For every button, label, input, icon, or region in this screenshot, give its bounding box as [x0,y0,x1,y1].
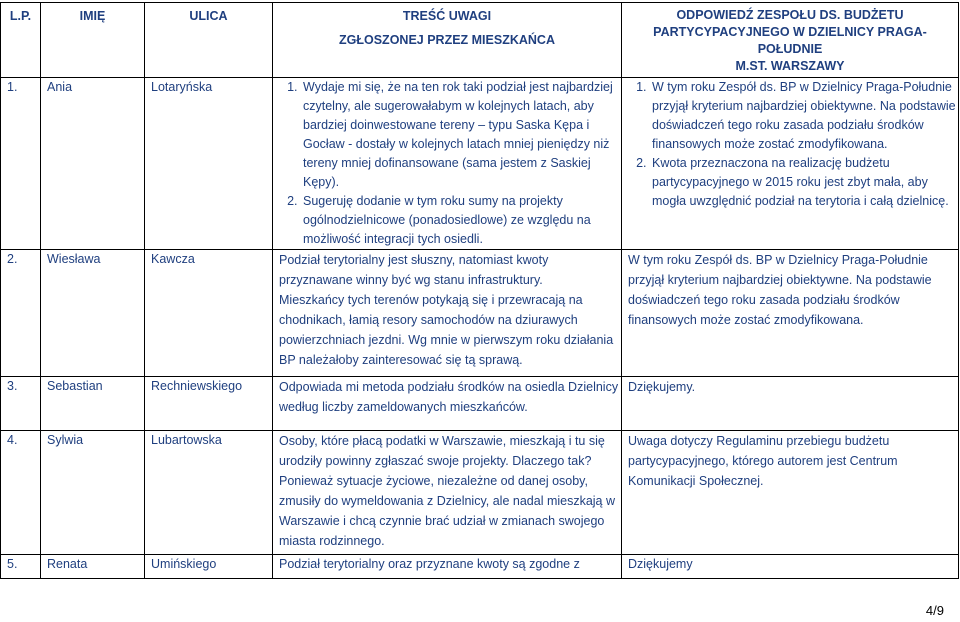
uwaga-paragraph: Mieszkańcy tych terenów potykają się i przewracają na chodnikach, łamią resory samochodów na dziurawych powierzchniach jezdni. Wg mnie w pierwszym roku działania BP należałoby zainteresować się tą sprawą. [279,293,614,367]
table-row [1,377,959,431]
row-odpowiedz [622,78,959,250]
row-uwaga [273,250,622,377]
table-row [1,250,959,377]
row-lp: 4. [1,431,41,555]
uwaga-item: 2. Sugeruję dodanie w tym roku sumy na projekty ogólnodzielnicowe (ponadosiedlowe) ze względu na możliwość integracji tych osiedli. [301,192,621,249]
header-odpowiedz-line2: PARTYCYPACYJNEGO W DZIELNICY PRAGA-POŁUDNIE [653,25,927,56]
uwaga-paragraph: Podział terytorialny jest słuszny, natomiast kwoty przyznawane winny być wg stanu infrastruktury. [279,253,549,287]
header-odpowiedz-line1: ODPOWIEDŹ ZESPOŁU DS. BUDŻETU [676,8,904,22]
row-uwaga [273,78,622,250]
row-odpowiedz: Dziękujemy [622,555,959,579]
table-row [1,78,959,250]
row-ulica: Kawcza [145,250,273,377]
row-ulica: Rechniewskiego [145,377,273,431]
row-lp: 3. [1,377,41,431]
header-tresc-line1: TREŚĆ UWAGI [402,9,492,23]
header-ulica: ULICA [145,3,273,78]
row-odpowiedz [622,377,959,431]
row-lp: 2. [1,250,41,377]
uwaga-paragraph: Osoby, które płacą podatki w Warszawie, mieszkają i tu się urodziły powinny zgłaszać swoje projekty. Dlaczego tak? Ponieważ sytuacje życiowe, niezależne od danej osoby, zmusiły do wymeldowania z Dzielnicy, ale nadal mieszkają w Warszawie i chcą czynnie brać udział w zmianach swojego miasta rodzinnego. [279,434,616,548]
row-imie: Sebastian [41,377,145,431]
row-uwaga: Podział terytorialny oraz przyznane kwoty są zgodne z [273,555,622,579]
row-imie: Ania [41,78,145,250]
row-uwaga [273,431,622,555]
odpowiedz-item: 1. W tym roku Zespół ds. BP w Dzielnicy Praga-Południe przyjął kryterium najbardziej obiektywne. Na podstawie doświadczeń tego roku zasada podziału środków finansowych może zostać zmodyfikowana. [650,78,958,154]
row-ulica: Lotaryńska [145,78,273,250]
table-row [1,431,959,555]
header-odpowiedz-line3: M.ST. WARSZAWY [735,59,845,73]
row-odpowiedz [622,250,959,377]
header-lp: L.P. [1,3,41,78]
header-tresc-line2: ZGŁOSZONEJ PRZEZ MIESZKAŃCA [339,33,555,47]
odpowiedz-paragraph: Uwaga dotyczy Regulaminu przebiegu budżetu partycypacyjnego, którego autorem jest Centrum Komunikacji Społecznej. [628,434,898,488]
row-odpowiedz [622,431,959,555]
row-ulica: Lubartowska [145,431,273,555]
table-row [1,555,959,579]
odpowiedz-item: 2. Kwota przeznaczona na realizację budżetu partycypacyjnego w 2015 roku jest zbyt mała, aby mogła uwzględnić podział na terytoria i całą dzielnicę. [650,154,958,211]
page-number: 4/9 [925,603,944,618]
row-lp: 1. [1,78,41,250]
header-odpowiedz [622,3,959,78]
uwaga-item: 1. Wydaje mi się, że na ten rok taki podział jest najbardziej czytelny, ale sugerowałabym w kolejnych latach, aby bardziej doinwestowane tereny – typu Saska Kępa i Gocław - dostały w kolejnych latach mniej pieniędzy niż tereny mniej dofinansowane (sama jestem z Saskiej Kępy). [301,78,621,192]
uwaga-paragraph: Odpowiada mi metoda podziału środków na osiedla Dzielnicy według liczby zameldowanych mieszkańców. [279,380,619,414]
odpowiedz-paragraph: Dziękujemy. [628,380,696,394]
row-imie: Renata [41,555,145,579]
odpowiedz-paragraph: W tym roku Zespół ds. BP w Dzielnicy Praga-Południe przyjął kryterium najbardziej obiektywne. Na podstawie doświadczeń tego roku zasada podziału środków finansowych może zostać zmodyfikowana. [628,253,932,327]
header-tresc [273,3,622,78]
row-imie: Sylwia [41,431,145,555]
uwaga-list [279,78,621,249]
header-row [1,3,959,78]
row-uwaga [273,377,622,431]
header-imie: IMIĘ [41,3,145,78]
row-lp: 5. [1,555,41,579]
comments-table [0,2,959,579]
row-ulica: Umińskiego [145,555,273,579]
odpowiedz-list [628,78,958,211]
row-imie: Wiesława [41,250,145,377]
